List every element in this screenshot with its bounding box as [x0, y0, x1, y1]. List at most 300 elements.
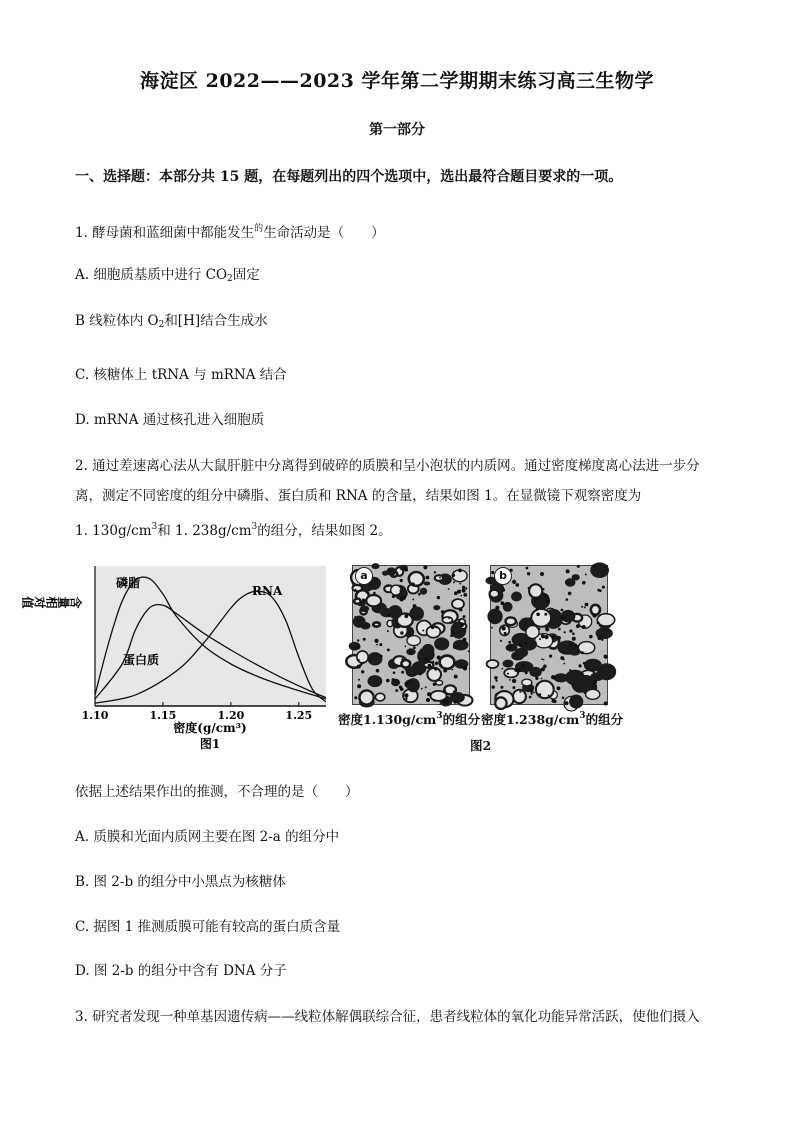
micrograph-dot — [436, 646, 438, 648]
micrograph-dot — [358, 679, 360, 681]
micrograph-dot — [358, 659, 360, 661]
micrograph-dot — [519, 643, 523, 647]
q2-line-3b: 和 1. 238g/cm — [157, 523, 252, 539]
micrograph-vesicle — [590, 562, 609, 578]
micrograph-dot — [458, 569, 462, 573]
micrograph-dot — [466, 642, 468, 644]
section-heading: 一、选择题：本部分共 15 题，在每题列出的四个选项中，选出最符合题目要求的一项。 — [75, 169, 623, 185]
micrograph-dot — [581, 606, 583, 608]
micrograph-a — [352, 565, 470, 705]
micrograph-dot — [552, 699, 556, 703]
q1-b-text: B 线粒体内 O — [75, 313, 159, 329]
micrograph-dot — [423, 565, 427, 569]
q1-b-post: 和[H]结合生成水 — [164, 313, 268, 329]
micrograph-vesicle — [380, 608, 393, 617]
micrograph-dot — [441, 610, 445, 614]
micrograph-dot — [508, 641, 511, 644]
micrograph-vesicle — [431, 691, 447, 701]
micrograph-dot — [535, 597, 538, 600]
micrograph-dot — [395, 689, 398, 692]
micrograph-dot — [504, 632, 507, 635]
micrograph-dot — [376, 669, 380, 673]
micrograph-dot — [592, 683, 595, 686]
micrograph-dot — [597, 589, 600, 592]
micrograph-dot — [494, 676, 498, 680]
micrograph-dot — [544, 613, 547, 616]
micrograph-dot — [463, 615, 466, 618]
micrograph-dot — [501, 626, 505, 630]
micrograph-dot — [516, 583, 520, 587]
micrograph-vesicle — [360, 606, 369, 613]
micrograph-dot — [405, 682, 409, 686]
micrograph-dot — [357, 665, 361, 669]
q1-option-c: C. 核糖体上 tRNA 与 mRNA 结合 — [75, 367, 287, 383]
micrograph-dot — [582, 625, 586, 629]
micrograph-dot — [557, 686, 561, 690]
micrograph-dot — [459, 608, 462, 611]
micrograph-dot — [500, 601, 504, 605]
micrograph-dot — [576, 624, 580, 628]
caption-b-post: 的组分 — [585, 712, 624, 727]
micrograph-dot — [525, 671, 528, 674]
micrograph-b — [490, 565, 608, 705]
micrograph-dot — [405, 568, 408, 571]
micrograph-vesicle — [366, 595, 381, 606]
micrograph-dot — [419, 672, 422, 675]
micrograph-b-label: b — [494, 567, 512, 585]
micrograph-dot — [399, 590, 401, 592]
micrograph-dot — [434, 571, 436, 573]
micrograph-dot — [549, 655, 552, 658]
micrograph-dot — [374, 639, 378, 643]
micrograph-vesicle — [401, 660, 410, 668]
micrograph-dot — [393, 671, 396, 674]
page-title: 海淀区 2022——2023 学年第二学期期末练习高三生物学 — [140, 70, 654, 92]
micrograph-dot — [460, 623, 464, 627]
micrograph-dot — [463, 638, 467, 642]
micrograph-dot — [521, 664, 525, 668]
q2-line-3-sup2: 3 — [251, 522, 258, 532]
micrograph-dot — [577, 565, 580, 568]
micrograph-dot — [443, 669, 447, 673]
micrograph-dot — [401, 658, 403, 660]
micrograph-dot — [500, 640, 502, 642]
micrograph-dot — [457, 590, 461, 594]
micrograph-dot — [386, 679, 390, 683]
micrograph-dot — [432, 661, 434, 663]
micrograph-dot — [561, 609, 564, 612]
micrograph-dot — [451, 631, 455, 635]
micrograph-dot — [395, 679, 398, 682]
micrograph-dot — [411, 583, 415, 587]
micrograph-dot — [492, 685, 495, 688]
micrograph-dot — [572, 637, 576, 641]
caption-a-sup: 3 — [436, 711, 443, 721]
micrograph-vesicle — [417, 649, 431, 665]
micrograph-dot — [582, 581, 586, 585]
micrograph-dot — [387, 630, 389, 632]
micrograph-vesicle — [409, 572, 424, 586]
micrograph-dot — [354, 696, 357, 699]
q2-option-c: C. 据图 1 推测质膜可能有较高的蛋白质含量 — [75, 919, 341, 935]
micrograph-dot — [448, 618, 450, 620]
micrograph-dot — [548, 695, 550, 697]
micrograph-dot — [463, 666, 467, 670]
micrograph-dot — [433, 683, 436, 686]
micrograph-dot — [585, 603, 589, 607]
micrograph-vesicle — [526, 626, 539, 639]
micrograph-dot — [435, 606, 437, 608]
micrograph-dot — [453, 690, 455, 692]
figure2-caption: 图2 — [470, 738, 492, 753]
micrograph-dot — [437, 596, 440, 599]
micrograph-vesicle — [515, 648, 528, 658]
micrograph-dot — [400, 579, 403, 582]
micrograph-dot — [387, 648, 390, 651]
micrograph-dot — [561, 615, 565, 619]
micrograph-dot — [440, 664, 442, 666]
micrograph-vesicle — [490, 590, 499, 598]
micrograph-vesicle — [600, 666, 608, 674]
series-label-protein: 蛋白质 — [123, 653, 160, 667]
micrograph-dot — [452, 669, 454, 671]
micrograph-a-image — [353, 566, 469, 704]
micrograph-dot — [565, 701, 569, 705]
micrograph-dot — [581, 651, 584, 654]
micrograph-dot — [418, 593, 421, 596]
micrograph-dot — [563, 658, 565, 660]
micrograph-vesicle — [450, 692, 465, 703]
micrograph-vesicle — [375, 693, 384, 701]
micrograph-dot — [564, 631, 566, 633]
micrograph-dot — [508, 645, 512, 649]
micrograph-dot — [579, 664, 582, 667]
q2-line-3-sup1: 3 — [151, 522, 158, 532]
x-tick-label: 1.25 — [285, 709, 313, 722]
micrograph-dot — [392, 678, 395, 681]
micrograph-dot — [376, 644, 378, 646]
micrograph-dot — [424, 657, 428, 661]
micrograph-dot — [458, 619, 460, 621]
micrograph-vesicle — [442, 617, 452, 623]
micrograph-dot — [362, 662, 364, 664]
micrograph-dot — [357, 639, 359, 641]
micrograph-dot — [529, 696, 532, 699]
micrograph-dot — [544, 635, 548, 639]
micrograph-dot — [413, 604, 417, 608]
micrograph-vesicle — [586, 689, 600, 699]
micrograph-dot — [453, 571, 455, 573]
q1-option-d: D. mRNA 通过核孔进入细胞质 — [75, 412, 265, 428]
micrograph-vesicle — [597, 614, 614, 626]
micrograph-vesicle — [572, 574, 580, 580]
micrograph-dot — [566, 598, 569, 601]
micrograph-dot — [420, 649, 422, 651]
micrograph-dot — [535, 677, 538, 680]
micrograph-dot — [468, 650, 470, 652]
micrograph-dot — [517, 668, 521, 672]
micrograph-dot — [376, 654, 378, 656]
q1-stem-a: 1. 酵母菌和蓝细菌中都能发生 — [75, 225, 255, 241]
micrograph-dot — [439, 577, 441, 579]
micrograph-vesicle — [372, 563, 380, 569]
micrograph-dot — [593, 565, 596, 568]
micrograph-dot — [402, 567, 404, 569]
micrograph-dot — [491, 627, 493, 629]
micrograph-dot — [402, 596, 406, 600]
micrograph-dot — [501, 668, 503, 670]
micrograph-dot — [490, 586, 492, 588]
caption-b-sup: 3 — [579, 711, 586, 721]
micrograph-dot — [529, 689, 533, 693]
micrograph-vesicle — [591, 672, 604, 681]
micrograph-dot — [569, 629, 572, 632]
micrograph-dot — [437, 656, 441, 660]
micrograph-vesicle — [495, 697, 506, 709]
micrograph-dot — [528, 587, 530, 589]
micrograph-dot — [557, 636, 561, 640]
micrograph-dot — [387, 585, 389, 587]
q1-a-sub: 2 — [227, 274, 233, 284]
q1-a-post: 固定 — [232, 267, 260, 283]
series-label-rna: RNA — [252, 584, 283, 598]
micrograph-dot — [566, 569, 570, 573]
micrograph-dot — [512, 686, 515, 689]
x-tick-label: 1.15 — [149, 709, 177, 722]
micrograph-dot — [527, 572, 530, 575]
micrograph-dot — [354, 616, 356, 618]
micrograph-dot — [584, 606, 586, 608]
q2-line-3c: 的组分，结果如图 2。 — [257, 523, 392, 539]
micrograph-dot — [454, 591, 458, 595]
micrograph-dot — [597, 621, 600, 624]
micrograph-dot — [572, 632, 575, 635]
micrograph-dot — [387, 613, 390, 616]
micrograph-dot — [362, 599, 365, 602]
micrograph-vesicle — [424, 582, 431, 586]
micrograph-vesicle — [368, 652, 383, 665]
micrograph-dot — [461, 595, 463, 597]
figure1-caption: 图1 — [199, 737, 221, 751]
micrograph-dot — [498, 598, 501, 601]
micrograph-vesicle — [578, 642, 594, 654]
micrograph-dot — [379, 643, 382, 646]
figure1-chart — [22, 562, 330, 758]
part-heading: 第一部分 — [369, 122, 425, 138]
micrograph-dot — [543, 659, 545, 661]
x-tick-label: 1.20 — [217, 709, 245, 722]
micrograph-dot — [425, 686, 427, 688]
caption-b-text: 密度1.238g/cm — [481, 712, 580, 727]
micrograph-dot — [583, 662, 586, 665]
micrograph-dot — [422, 630, 424, 632]
q2-line-2: 离，测定不同密度的组分中磷脂、蛋白质和 RNA 的含量，结果如图 1。在显微镜下观察密度为 — [75, 488, 642, 504]
q1-stem-b: 生命活动是（ ） — [263, 225, 385, 241]
micrograph-vesicle — [407, 636, 420, 646]
q2-option-a: A. 质膜和光面内质网主要在图 2-a 的组分中 — [75, 829, 340, 845]
q2-option-b: B. 图 2-b 的组分中小黑点为核糖体 — [75, 874, 286, 890]
micrograph-dot — [405, 668, 408, 671]
micrograph-dot — [572, 684, 574, 686]
micrograph-b-caption — [481, 710, 623, 728]
micrograph-dot — [542, 588, 544, 590]
micrograph-vesicle — [591, 605, 600, 615]
q3-line-1: 3. 研究者发现一种单基因遗传病——线粒体解偶联综合征，患者线粒体的氧化功能异常活跃，使他们摄入 — [75, 1009, 700, 1025]
micrograph-dot — [551, 675, 555, 679]
micrograph-dot — [570, 643, 573, 646]
micrograph-dot — [507, 673, 509, 675]
micrograph-dot — [512, 580, 516, 584]
micrograph-vesicle — [360, 690, 374, 704]
q1-option-b — [75, 312, 268, 334]
micrograph-dot — [452, 574, 455, 577]
micrograph-dot — [536, 683, 539, 686]
micrograph-dot — [531, 692, 533, 694]
q1-b-sub: 2 — [158, 320, 165, 330]
micrograph-dot — [401, 671, 404, 674]
micrograph-dot — [462, 586, 465, 589]
micrograph-dot — [462, 588, 466, 592]
micrograph-dot — [356, 645, 360, 649]
micrograph-dot — [543, 665, 547, 669]
micrograph-dot — [533, 692, 535, 694]
q2-line-1: 2. 通过差速离心法从大鼠肝脏中分离得到破碎的质膜和呈小泡状的内质网。通过密度梯度离心法进一步分 — [75, 458, 700, 474]
micrograph-dot — [569, 619, 571, 621]
micrograph-dot — [574, 644, 577, 647]
micrograph-dot — [405, 698, 407, 700]
micrograph-dot — [572, 670, 574, 672]
micrograph-dot — [400, 631, 403, 634]
micrograph-dot — [541, 678, 543, 680]
micrograph-dot — [541, 634, 545, 638]
micrograph-dot — [421, 688, 423, 690]
micrograph-dot — [427, 692, 431, 696]
micrograph-a-label: a — [355, 567, 373, 585]
micrograph-vesicle — [506, 617, 516, 625]
micrograph-dot — [604, 655, 608, 659]
micrograph-dot — [592, 613, 596, 617]
micrograph-dot — [434, 699, 436, 701]
micrograph-dot — [538, 628, 540, 630]
q1-option-a — [75, 266, 260, 288]
micrograph-vesicle — [435, 575, 443, 581]
micrograph-dot — [546, 600, 549, 603]
q2-line-3 — [75, 518, 392, 540]
x-axis-label: 密度(g/cm³) — [173, 721, 247, 735]
micrograph-vesicle — [434, 637, 449, 650]
q2-option-d: D. 图 2-b 的组分中含有 DNA 分子 — [75, 963, 287, 979]
micrograph-a-caption — [338, 710, 480, 728]
micrograph-vesicle — [406, 666, 419, 677]
micrograph-vesicle — [511, 592, 522, 602]
micrograph-dot — [360, 601, 363, 604]
micrograph-dot — [576, 650, 579, 653]
micrograph-dot — [536, 608, 539, 611]
micrograph-dot — [539, 638, 541, 640]
micrograph-dot — [509, 679, 511, 681]
micrograph-vesicle — [522, 679, 532, 686]
micrograph-dot — [602, 586, 605, 589]
micrograph-dot — [536, 613, 540, 617]
micrograph-vesicle — [407, 678, 420, 692]
micrograph-dot — [562, 697, 565, 700]
micrograph-dot — [465, 587, 467, 589]
micrograph-dot — [512, 679, 516, 683]
micrograph-dot — [589, 635, 593, 639]
micrograph-vesicle — [373, 622, 380, 626]
micrograph-dot — [357, 684, 361, 688]
q2-line-3a: 1. 130g/cm — [75, 523, 152, 539]
micrograph-dot — [526, 567, 529, 570]
series-label-phospholipid: 磷脂 — [116, 576, 141, 590]
micrograph-dot — [495, 606, 499, 610]
micrograph-dot — [409, 681, 412, 684]
micrograph-dot — [355, 589, 357, 591]
micrograph-dot — [597, 636, 601, 640]
micrograph-vesicle — [386, 567, 396, 575]
micrograph-dot — [435, 662, 438, 665]
micrograph-dot — [404, 693, 408, 697]
micrograph-dot — [404, 646, 406, 648]
micrograph-dot — [604, 702, 608, 706]
caption-a-text: 密度1.130g/cm — [338, 712, 437, 727]
micrograph-dot — [601, 639, 603, 641]
micrograph-dot — [558, 628, 561, 631]
micrograph-vesicle — [427, 668, 441, 681]
micrograph-dot — [551, 635, 554, 638]
micrograph-dot — [358, 698, 360, 700]
micrograph-dot — [502, 588, 505, 591]
micrograph-vesicle — [569, 695, 583, 709]
micrograph-dot — [375, 578, 378, 581]
micrograph-dot — [448, 588, 450, 590]
micrograph-vesicle — [452, 599, 464, 609]
micrograph-dot — [392, 595, 395, 598]
micrograph-dot — [388, 570, 391, 573]
micrograph-dot — [434, 667, 437, 670]
micrograph-vesicle — [487, 609, 502, 625]
micrograph-dot — [453, 581, 455, 583]
micrograph-vesicle — [391, 585, 401, 595]
micrograph-dot — [519, 691, 521, 693]
q1-stem — [75, 220, 385, 242]
q1-a-text: A. 细胞质基质中进行 CO — [75, 267, 228, 283]
micrograph-dot — [453, 645, 457, 649]
micrograph-dot — [409, 651, 412, 654]
micrograph-dot — [366, 625, 369, 628]
micrograph-b-image — [491, 566, 607, 704]
micrograph-dot — [545, 627, 549, 631]
micrograph-vesicle — [440, 656, 455, 669]
micrograph-dot — [428, 664, 432, 668]
micrograph-dot — [431, 625, 435, 629]
micrograph-dot — [541, 658, 543, 660]
micrograph-vesicle — [529, 667, 541, 677]
y-axis-label: 含量相对值 — [22, 595, 82, 609]
micrograph-dot — [501, 686, 504, 689]
micrograph-dot — [585, 574, 587, 576]
q2-question: 依据上述结果作出的推测，不合理的是（ ） — [75, 784, 359, 800]
micrograph-dot — [426, 576, 430, 580]
caption-a-post: 的组分 — [442, 712, 481, 727]
q1-stem-sup: 的 — [254, 224, 264, 234]
micrograph-dot — [454, 675, 458, 679]
micrograph-dot — [525, 642, 528, 645]
micrograph-dot — [529, 617, 531, 619]
micrograph-dot — [563, 663, 565, 665]
micrograph-dot — [538, 693, 541, 696]
micrograph-dot — [380, 655, 383, 658]
